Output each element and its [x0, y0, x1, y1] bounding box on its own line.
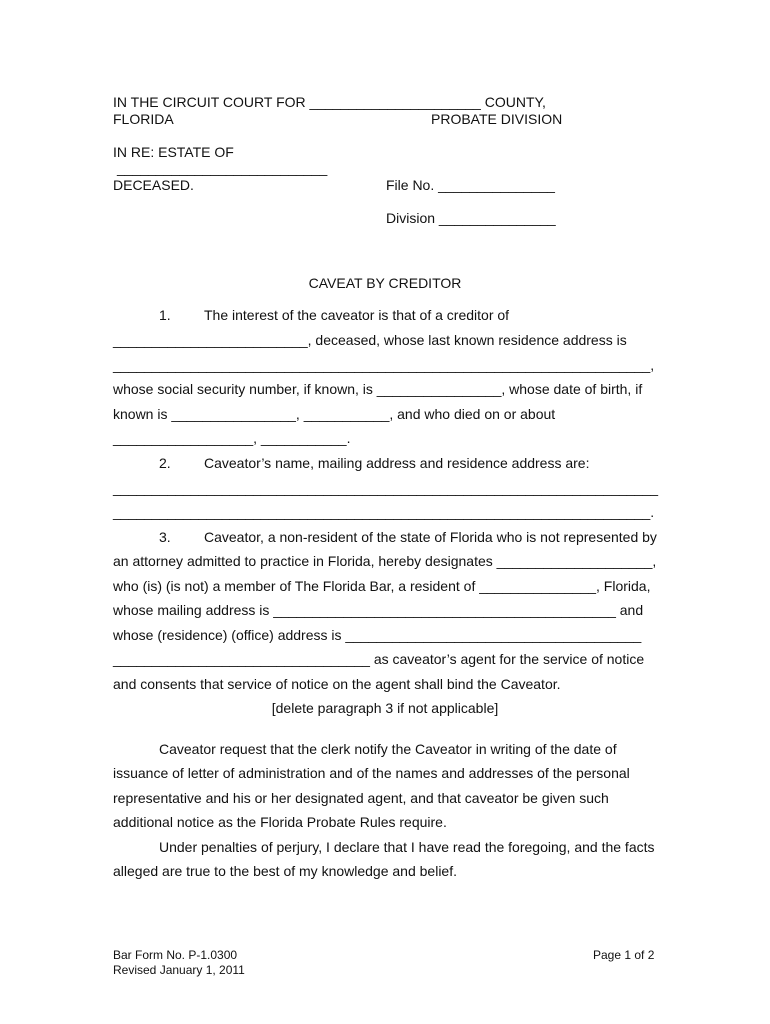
perjury-line: alleged are true to the best of my knowledge and belief.	[113, 863, 457, 879]
footer-revised-date: Revised January 1, 2011	[113, 963, 245, 977]
division-label: PROBATE DIVISION	[431, 111, 563, 127]
paragraph-number: 2.	[159, 455, 171, 471]
paragraph-line: ______________________________________________________________________	[113, 480, 659, 496]
in-re-estate: IN RE: ESTATE OF	[113, 144, 234, 160]
paragraph-line: known is ________________, ___________, and who died on or about	[113, 406, 556, 422]
paragraph-number: 3.	[159, 529, 171, 545]
request-line: issuance of letter of administration and of the names and addresses of the personal	[113, 765, 630, 781]
paragraph-line: The interest of the caveator is that of a creditor of	[204, 307, 510, 323]
paragraph-line: _________________________________ as caveator’s agent for the service of notice	[113, 651, 645, 667]
perjury-line: Under penalties of perjury, I declare that I have read the foregoing, and the facts	[159, 839, 655, 855]
paragraph-note: [delete paragraph 3 if not applicable]	[271, 700, 499, 716]
paragraph-line: an attorney admitted to practice in Florida, hereby designates ____________________,	[113, 553, 657, 569]
paragraph-line: whose social security number, if known, is ________________, whose date of birth, if	[113, 381, 643, 397]
deceased-label: DECEASED.	[113, 177, 194, 193]
paragraph-line: Caveator’s name, mailing address and residence address are:	[204, 455, 590, 471]
paragraph-number: 1.	[159, 307, 171, 323]
paragraph-line: who (is) (is not) a member of The Florida Bar, a resident of _______________, Florida,	[113, 578, 651, 594]
request-line: representative and his or her designated agent, and that caveator be given such	[113, 790, 609, 806]
file-number: File No. _______________	[386, 177, 555, 193]
paragraph-line: _____________________________________________________________________,	[113, 357, 655, 373]
document-title: CAVEAT BY CREDITOR	[308, 275, 462, 291]
division-number: Division _______________	[386, 210, 556, 226]
court-line: IN THE CIRCUIT COURT FOR ______________________ COUNTY,	[113, 94, 546, 110]
paragraph-line: _________________________, deceased, whose last known residence address is	[113, 332, 627, 348]
paragraph-line: _____________________________________________________________________.	[113, 504, 655, 520]
footer-page-number: Page 1 of 2	[593, 948, 655, 962]
state-label: FLORIDA	[113, 111, 174, 127]
request-line: additional notice as the Florida Probate Rules require.	[113, 814, 447, 830]
footer-form-number: Bar Form No. P-1.0300	[113, 948, 238, 962]
paragraph-line: whose (residence) (office) address is ______________________________________	[113, 627, 642, 643]
request-line: Caveator request that the clerk notify the Caveator in writing of the date of	[159, 741, 617, 757]
paragraph-line: Caveator, a non-resident of the state of Florida who is not represented by	[204, 529, 657, 545]
estate-name-blank: ___________________________	[117, 160, 328, 176]
paragraph-line: __________________, ___________.	[113, 430, 351, 446]
paragraph-line: whose mailing address is ____________________________________________ and	[113, 602, 644, 618]
paragraph-line: and consents that service of notice on the agent shall bind the Caveator.	[113, 676, 561, 692]
